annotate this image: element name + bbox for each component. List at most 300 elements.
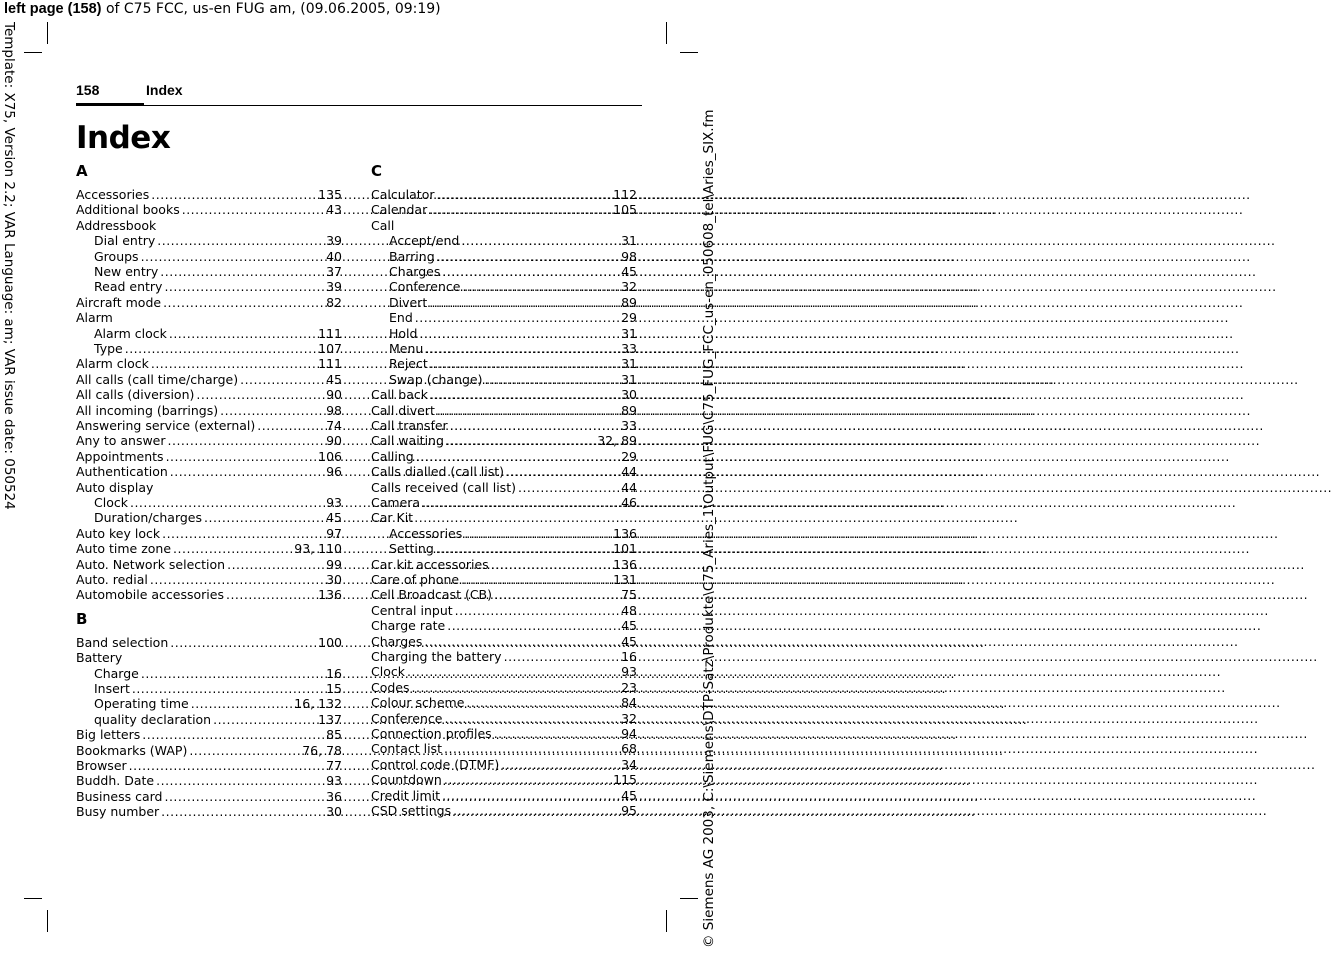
- entry-page: 137: [318, 711, 342, 727]
- dot-leader: [462, 279, 619, 294]
- dot-leader: [142, 727, 324, 742]
- entry-page: 136: [613, 525, 637, 541]
- entry-page: 98: [621, 248, 637, 264]
- entry-page: 131: [613, 572, 637, 587]
- entry-page: 43: [326, 202, 342, 218]
- index-entry: [76, 758, 342, 773]
- entry-term: Camera: [371, 495, 421, 510]
- entry-term: Auto key lock: [76, 525, 161, 541]
- dot-leader: [429, 202, 611, 217]
- index-entry: [371, 664, 637, 679]
- dot-leader: [446, 433, 595, 448]
- entry-page: 45: [326, 510, 342, 526]
- entry-page: 90: [326, 387, 342, 403]
- section-title: Index: [146, 82, 183, 98]
- index-entry: [371, 187, 637, 202]
- copyright-path-text: © Siemens AG 2003, C:\Siemens\DTP-Satz\Produkte\C75_Aries_1\Output\FUG\C75_FUG_FCC_us-en_050608_tel\Aries_SIX.fm: [701, 109, 717, 948]
- index-entry: [371, 803, 637, 818]
- index-subentry: [94, 681, 342, 696]
- entry-term: Colour scheme: [371, 695, 465, 711]
- dot-leader: [191, 696, 293, 711]
- entry-term: Conference: [389, 279, 461, 295]
- entry-term: Auto. Network selection: [76, 556, 226, 572]
- entry-term: Divert: [389, 294, 428, 310]
- entry-term: quality declaration: [94, 711, 212, 727]
- dot-leader: [189, 743, 300, 758]
- index-subentry: [389, 356, 637, 371]
- dot-leader: [444, 772, 611, 787]
- entry-page: 30: [621, 387, 637, 403]
- entry-term: Charge rate: [371, 618, 446, 634]
- page-number: 158: [76, 82, 100, 98]
- index-entry: [371, 757, 637, 772]
- entry-page: 36: [326, 788, 342, 804]
- index-entry: [371, 202, 637, 217]
- entry-term: Call divert: [371, 402, 435, 418]
- index-subentry: [389, 372, 637, 387]
- index-subentry: [94, 279, 342, 294]
- index-entry: [371, 480, 637, 495]
- dot-leader: [169, 326, 316, 341]
- index-entry: [371, 387, 637, 402]
- dot-leader: [494, 587, 619, 602]
- entry-term: Type: [94, 341, 123, 356]
- entry-term: Appointments: [76, 448, 164, 464]
- entry-page: 16: [326, 665, 342, 681]
- index-subentry: [94, 696, 342, 711]
- entry-page: 16: [621, 649, 637, 664]
- entry-page: 89: [621, 294, 637, 310]
- index-entry: [371, 726, 637, 741]
- index-subentry: [94, 666, 342, 681]
- crop-mark: [47, 910, 48, 932]
- index-subentry: [389, 326, 637, 341]
- entry-page: 135: [318, 187, 342, 202]
- entry-term: Automobile accessories: [76, 587, 224, 603]
- entry-page: 136: [613, 556, 637, 572]
- dot-leader: [164, 789, 324, 804]
- index-entry: [76, 295, 342, 310]
- dot-leader: [436, 541, 611, 556]
- entry-term: Call waiting: [371, 433, 444, 449]
- entry-term: Care of phone: [371, 572, 460, 587]
- dot-leader: [182, 202, 324, 217]
- entry-term: Call transfer: [371, 418, 448, 433]
- entry-page: 31: [621, 325, 637, 341]
- index-subentry: [389, 249, 637, 264]
- entry-term: Auto display: [76, 479, 154, 495]
- entry-page: 93: [326, 773, 342, 789]
- index-entry: [76, 356, 342, 371]
- entry-page: 33: [621, 418, 637, 433]
- index-entry: [76, 202, 342, 217]
- crop-mark: [24, 898, 42, 899]
- crop-mark: [666, 22, 667, 44]
- dot-leader: [173, 541, 292, 556]
- crop-mark: [680, 52, 698, 53]
- page-side-label: left page (158): [4, 1, 102, 17]
- index-subentry: [94, 712, 342, 727]
- entry-term: Calls dialled (call list): [371, 464, 504, 480]
- template-info: [0, 22, 17, 510]
- index-subentry: [94, 510, 342, 525]
- dot-leader: [455, 603, 619, 618]
- entry-term: Aircraft mode: [76, 294, 162, 310]
- dot-leader: [424, 634, 619, 649]
- index-entry: [76, 572, 342, 587]
- dot-leader: [422, 495, 619, 510]
- entry-page: 45: [621, 787, 637, 803]
- entry-page: 77: [326, 758, 342, 773]
- entry-page: 40: [326, 248, 342, 264]
- entry-page: 89: [621, 402, 637, 418]
- dot-leader: [162, 526, 324, 541]
- entry-page: 111: [318, 325, 342, 341]
- index-entry: [371, 557, 637, 572]
- entry-page: 99: [326, 556, 342, 572]
- entry-term: Duration/charges: [94, 510, 203, 526]
- index-entry: [76, 526, 342, 541]
- entry-term: CSD settings: [371, 803, 452, 818]
- entry-term: Buddh. Date: [76, 773, 155, 789]
- header-rule-thin: [144, 105, 642, 106]
- dot-leader: [416, 449, 619, 464]
- entry-term: Menu: [389, 341, 424, 356]
- index-subentry: [389, 264, 637, 279]
- index-entry: [76, 587, 342, 602]
- entry-page: 68: [621, 741, 637, 757]
- entry-term: Countdown: [371, 772, 442, 788]
- index-heading: [76, 310, 342, 325]
- index-subentry: [94, 495, 342, 510]
- header-rule-thick: [76, 103, 144, 106]
- entry-page: 93: [326, 495, 342, 510]
- entry-page: 90: [326, 433, 342, 449]
- dot-leader: [227, 557, 324, 572]
- entry-page: 32, 89: [597, 433, 637, 449]
- index-subentry: [94, 341, 342, 356]
- index-entry: [371, 587, 637, 602]
- entry-term: Any to answer: [76, 433, 166, 449]
- index-heading: [76, 650, 342, 665]
- index-subentry: [389, 279, 637, 294]
- index-entry: [371, 695, 637, 710]
- index-entry: [371, 711, 637, 726]
- entry-page: 44: [621, 464, 637, 480]
- entry-term: Alarm clock: [94, 325, 167, 341]
- index-entry: [371, 680, 637, 695]
- entry-term: Cell Broadcast (CB): [371, 587, 492, 603]
- index-entry: [76, 557, 342, 572]
- entry-page: 136: [318, 587, 342, 603]
- index-entry: [371, 433, 637, 448]
- index-entry: [371, 741, 637, 756]
- index-entry: [371, 788, 637, 803]
- index-subentry: [389, 526, 637, 541]
- dot-leader: [518, 480, 619, 495]
- dot-leader: [437, 403, 619, 418]
- entry-page: 93, 110: [294, 541, 342, 557]
- entry-page: 107: [318, 341, 342, 356]
- index-entry: [76, 372, 342, 387]
- dot-leader: [125, 341, 316, 356]
- entry-page: 105: [613, 202, 637, 218]
- dot-leader: [166, 449, 317, 464]
- dot-leader: [436, 187, 611, 202]
- dot-leader: [150, 572, 324, 587]
- dot-leader: [170, 464, 324, 479]
- entry-term: Calculator: [371, 187, 435, 202]
- entry-term: Auto. redial: [76, 572, 148, 587]
- dot-leader: [160, 264, 324, 279]
- entry-term: Conference: [371, 710, 443, 726]
- index-letter: B: [76, 609, 88, 628]
- dot-leader: [447, 618, 619, 633]
- entry-page: 101: [613, 541, 637, 557]
- entry-term: Car Kit: [371, 510, 414, 526]
- entry-term: Connection profiles: [371, 726, 492, 741]
- entry-page: 100: [318, 634, 342, 650]
- entry-term: Browser: [76, 758, 127, 773]
- dot-leader: [412, 680, 620, 695]
- dot-leader: [504, 649, 620, 664]
- entry-page: 23: [621, 679, 637, 695]
- index-entry: [76, 541, 342, 556]
- page-title: Index: [76, 120, 171, 156]
- dot-leader: [419, 326, 619, 341]
- entry-term: Call: [371, 217, 395, 233]
- dot-leader: [226, 587, 316, 602]
- entry-page: 106: [318, 448, 342, 464]
- index-entry: [371, 772, 637, 787]
- dot-leader: [130, 495, 324, 510]
- entry-term: Barring: [389, 248, 435, 264]
- index-entry: [76, 789, 342, 804]
- dot-leader: [442, 788, 619, 803]
- dot-leader: [132, 681, 324, 696]
- entry-page: 85: [326, 727, 342, 743]
- index-letter: C: [371, 162, 383, 180]
- entry-term: Clock: [94, 495, 128, 510]
- index-subentry: [94, 233, 342, 248]
- entry-term: Charging the battery: [371, 649, 502, 664]
- index-entry: [76, 418, 342, 433]
- entry-page: 29: [621, 310, 637, 326]
- index-subentry: [389, 541, 637, 556]
- index-entry: [76, 187, 342, 202]
- dot-leader: [168, 433, 325, 448]
- entry-term: Operating time: [94, 696, 189, 712]
- entry-page: 45: [621, 264, 637, 279]
- index-subentry: [94, 326, 342, 341]
- entry-page: 46: [621, 495, 637, 510]
- entry-term: Clock: [371, 664, 405, 680]
- entry-term: Call back: [371, 387, 429, 403]
- entry-term: Setting: [389, 541, 434, 557]
- dot-leader: [461, 233, 619, 248]
- entry-term: Additional books: [76, 202, 180, 218]
- entry-page: 44: [621, 479, 637, 495]
- entry-term: Charge: [94, 665, 139, 681]
- entry-page: 37: [326, 264, 342, 279]
- index-entry: [76, 804, 342, 819]
- entry-page: 15: [326, 681, 342, 696]
- entry-page: 84: [621, 695, 637, 711]
- dot-leader: [151, 187, 316, 202]
- crop-mark: [666, 910, 667, 932]
- index-subentry: [94, 264, 342, 279]
- dot-leader: [437, 249, 619, 264]
- crop-mark: [680, 898, 698, 899]
- entry-term: All calls (diversion): [76, 387, 195, 403]
- entry-term: Control code (DTMF): [371, 756, 500, 772]
- entry-page: 39: [326, 233, 342, 249]
- entry-term: Calling: [371, 448, 414, 464]
- entry-term: Bookmarks (WAP): [76, 742, 188, 758]
- entry-page: 30: [326, 804, 342, 820]
- entry-term: Car kit accessories: [371, 556, 489, 572]
- index-entry: [76, 464, 342, 479]
- entry-page: 45: [326, 371, 342, 387]
- dot-leader: [141, 666, 324, 681]
- dot-leader: [407, 664, 619, 679]
- entry-term: Busy number: [76, 804, 160, 820]
- crop-mark: [47, 22, 48, 44]
- dot-leader: [425, 341, 619, 356]
- entry-page: 96: [326, 464, 342, 480]
- index-subentry: [389, 295, 637, 310]
- index-entry: [371, 418, 637, 433]
- index-entry: [76, 773, 342, 788]
- index-entry: [76, 433, 342, 448]
- index-entry: [76, 743, 342, 758]
- dot-leader: [157, 233, 324, 248]
- dot-leader: [240, 372, 324, 387]
- dot-leader: [204, 510, 324, 525]
- entry-page: 95: [621, 803, 637, 818]
- index-entry: [76, 449, 342, 464]
- entry-term: Swap (change): [389, 371, 483, 387]
- entry-term: Insert: [94, 681, 130, 696]
- index-entry: [371, 403, 637, 418]
- entry-term: All calls (call time/charge): [76, 371, 239, 387]
- dot-leader: [450, 418, 619, 433]
- dot-leader: [415, 310, 619, 325]
- index-entry: [371, 495, 637, 510]
- entry-page: 45: [621, 633, 637, 649]
- entry-page: 93: [621, 664, 637, 680]
- entry-page: 48: [621, 602, 637, 618]
- dot-leader: [444, 741, 619, 756]
- entry-page: 31: [621, 371, 637, 387]
- entry-term: Answering service (external): [76, 418, 256, 433]
- entry-term: Codes: [371, 679, 410, 695]
- dot-leader: [461, 572, 611, 587]
- entry-term: Accessories: [389, 525, 463, 541]
- entry-term: Addressbook: [76, 217, 157, 233]
- index-entry: [371, 649, 637, 664]
- entry-page: 82: [326, 294, 342, 310]
- entry-page: 29: [621, 448, 637, 464]
- dot-leader: [442, 264, 619, 279]
- index-entry: [371, 634, 637, 649]
- dot-leader: [430, 356, 619, 371]
- entry-term: Alarm: [76, 310, 113, 326]
- dot-leader: [453, 803, 619, 818]
- entry-term: Business card: [76, 788, 163, 804]
- dot-leader: [129, 758, 324, 773]
- entry-term: Battery: [76, 650, 123, 666]
- dot-leader: [429, 295, 619, 310]
- dot-leader: [257, 418, 324, 433]
- dot-leader: [141, 249, 325, 264]
- dot-leader: [491, 557, 611, 572]
- entry-term: Reject: [389, 356, 428, 372]
- entry-term: Contact list: [371, 741, 442, 757]
- index-entry: [371, 603, 637, 618]
- entry-page: 32: [621, 279, 637, 295]
- entry-term: Accept/end: [389, 233, 460, 249]
- entry-term: Read entry: [94, 279, 163, 295]
- template-info-text: Template: X75, Version 2.2; VAR Language: am; VAR issue date: 050524: [1, 22, 17, 510]
- entry-term: Groups: [94, 248, 139, 264]
- entry-page: 39: [326, 279, 342, 295]
- index-subentry: [389, 233, 637, 248]
- entry-page: 94: [621, 726, 637, 741]
- document-info: of C75 FCC, us-en FUG am, (09.06.2005, 09:19): [101, 1, 441, 17]
- index-heading: [76, 218, 342, 233]
- entry-term: Big letters: [76, 727, 141, 743]
- dot-leader: [213, 712, 316, 727]
- entry-page: 45: [621, 618, 637, 634]
- entry-page: 112: [613, 187, 637, 202]
- entry-page: 31: [621, 356, 637, 372]
- entry-page: 31: [621, 233, 637, 249]
- index-letter: A: [76, 162, 88, 180]
- dot-leader: [163, 295, 324, 310]
- dot-leader: [156, 773, 324, 788]
- entry-page: 74: [326, 418, 342, 433]
- dot-leader: [466, 695, 619, 710]
- entry-term: Authentication: [76, 464, 168, 480]
- entry-page: 34: [621, 756, 637, 772]
- entry-term: Hold: [389, 325, 418, 341]
- dot-leader: [444, 711, 619, 726]
- entry-term: Accessories: [76, 187, 150, 202]
- dot-leader: [506, 464, 619, 479]
- entry-term: Calls received (call list): [371, 479, 516, 495]
- entry-term: New entry: [94, 264, 159, 279]
- entry-page: 98: [326, 402, 342, 418]
- index-entry: [371, 449, 637, 464]
- entry-term: Alarm clock: [76, 356, 149, 372]
- entry-term: Dial entry: [94, 233, 156, 249]
- entry-term: Credit limit: [371, 787, 441, 803]
- entry-page: 111: [318, 356, 342, 372]
- index-entry: [371, 618, 637, 633]
- entry-page: 33: [621, 341, 637, 356]
- index-entry: [371, 464, 637, 479]
- entry-term: All incoming (barrings): [76, 402, 219, 418]
- entry-term: Band selection: [76, 634, 169, 650]
- entry-page: 16, 132: [294, 696, 342, 712]
- entry-page: 32: [621, 710, 637, 726]
- entry-term: Auto time zone: [76, 541, 172, 557]
- dot-leader: [164, 279, 324, 294]
- index-subentry: [94, 249, 342, 264]
- dot-leader: [501, 757, 619, 772]
- dot-leader: [151, 356, 316, 371]
